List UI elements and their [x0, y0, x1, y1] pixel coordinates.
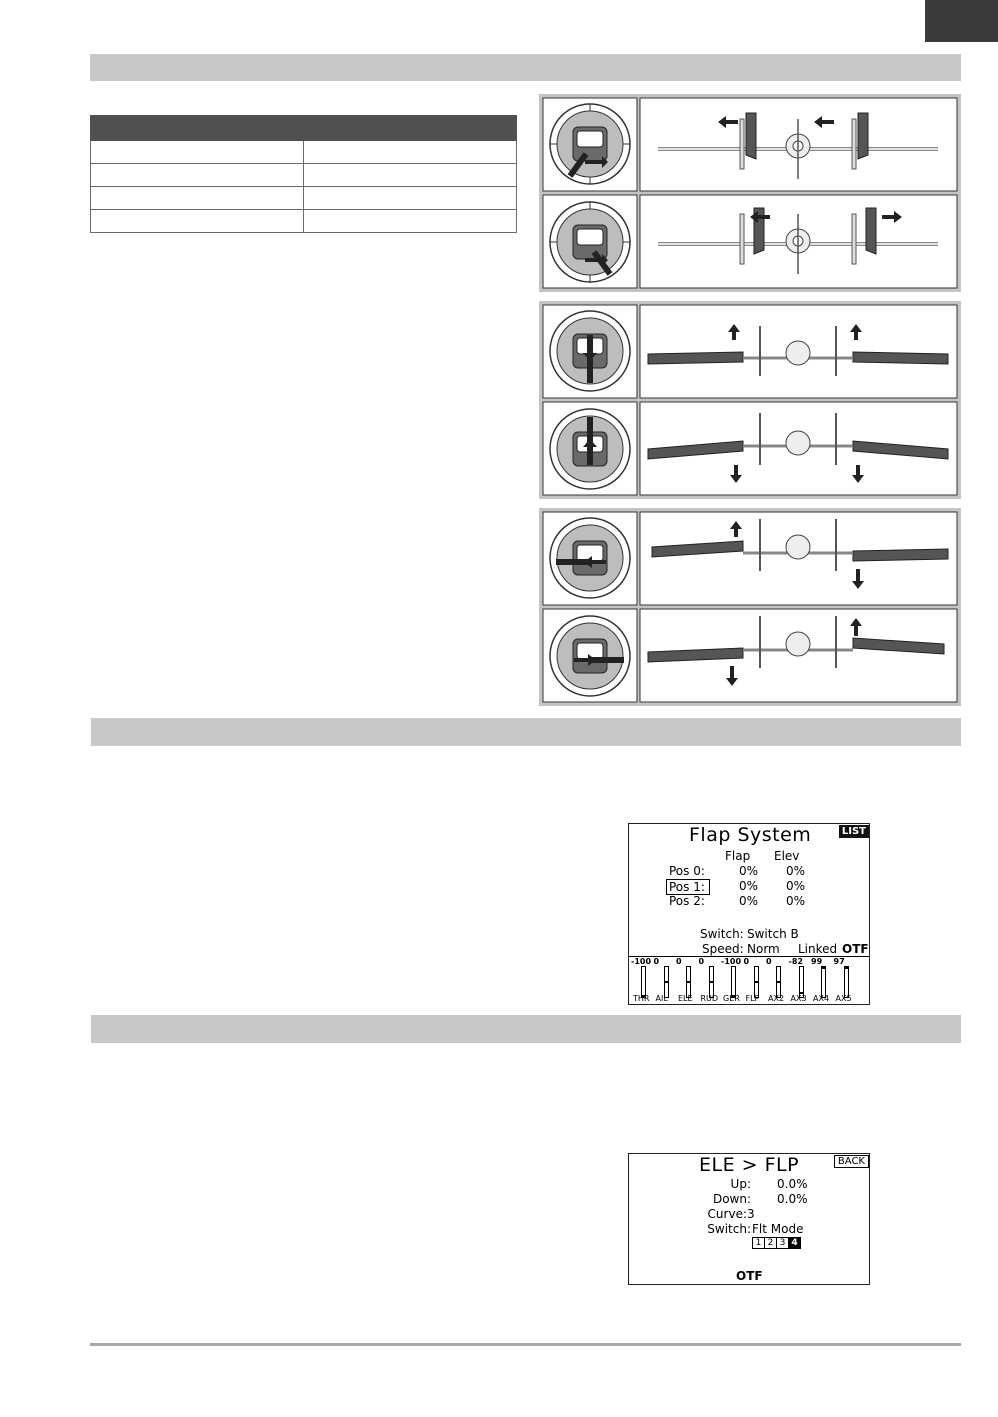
screen-title: ELE > FLP	[699, 1154, 800, 1176]
mode-3[interactable]: 3	[777, 1237, 789, 1249]
section-header-bar-3	[91, 1015, 961, 1043]
table-row	[91, 187, 517, 210]
footer-rule	[90, 1343, 961, 1346]
channel-value: 0	[743, 957, 750, 966]
aileron-figure	[539, 508, 961, 706]
row-pos1-elev[interactable]: 0%	[786, 879, 806, 893]
channel-value: -100	[721, 957, 742, 966]
section-header-bar-1	[90, 54, 961, 81]
channel-name: AX2	[768, 994, 785, 1003]
channel-value: 99	[811, 957, 823, 966]
channel-value: -100	[631, 957, 652, 966]
mode-2[interactable]: 2	[765, 1237, 777, 1249]
chapter-tab	[925, 0, 998, 42]
channel-value: -82	[788, 957, 803, 966]
ele-flp-screen	[628, 1153, 870, 1285]
flight-mode-selector	[752, 1237, 801, 1249]
section-header-bar-2	[91, 718, 961, 746]
mode-1[interactable]: 1	[752, 1237, 765, 1249]
channel-name: AX5	[835, 994, 852, 1003]
up-value[interactable]: 0.0%	[777, 1177, 808, 1191]
elevator-figure	[539, 301, 961, 499]
curve-label: Curve:	[707, 1207, 747, 1221]
down-label: Down:	[712, 1192, 751, 1206]
down-value[interactable]: 0.0%	[777, 1192, 808, 1206]
channel-level-mark	[777, 981, 780, 983]
list-button[interactable]: LIST	[839, 825, 869, 838]
row-pos2-label[interactable]: Pos 2:	[669, 894, 705, 908]
table-header-row	[91, 116, 517, 141]
row-pos0-elev[interactable]: 0%	[786, 864, 806, 878]
channel-name: ELE	[678, 994, 693, 1003]
otf-label: OTF	[842, 942, 869, 956]
row-pos0-label[interactable]: Pos 0:	[669, 864, 705, 878]
channel-value: 0	[676, 957, 682, 966]
screen-title: Flap System	[689, 824, 812, 846]
channel-level-mark	[845, 967, 848, 969]
channel-name: AX3	[790, 994, 807, 1003]
assignment-table	[90, 115, 517, 233]
channel-name: AX4	[813, 994, 830, 1003]
row-pos2-flap[interactable]: 0%	[739, 894, 759, 908]
linked-label: Linked	[798, 942, 838, 956]
otf-label: OTF	[736, 1269, 763, 1283]
col-elev: Elev	[774, 849, 800, 863]
switch-value[interactable]: Switch B	[747, 927, 799, 941]
channel-level-mark	[687, 981, 690, 983]
col-flap: Flap	[725, 849, 751, 863]
channel-value: 97	[833, 957, 845, 966]
channel-level-mark	[755, 981, 758, 983]
channel-name: FLP	[745, 994, 760, 1003]
speed-value[interactable]: Norm	[747, 942, 780, 956]
row-pos1-label[interactable]: Pos 1:	[666, 879, 710, 895]
row-pos0-flap[interactable]: 0%	[739, 864, 759, 878]
channel-name: THR	[633, 994, 650, 1003]
mode-4[interactable]: 4	[789, 1237, 801, 1249]
row-pos1-flap[interactable]: 0%	[739, 879, 759, 893]
channel-name: GER	[723, 994, 740, 1003]
up-label: Up:	[730, 1177, 751, 1191]
table-row	[91, 164, 517, 187]
channel-value: 0	[653, 957, 660, 966]
switch-value[interactable]: Flt Mode	[752, 1222, 804, 1236]
row-pos2-elev[interactable]: 0%	[786, 894, 806, 908]
flap-system-screen	[628, 823, 870, 1005]
channel-level-mark	[822, 967, 825, 969]
channel-level-mark	[710, 981, 713, 983]
back-button[interactable]: BACK	[834, 1155, 869, 1168]
switch-label: Switch:	[700, 927, 744, 941]
table-row	[91, 141, 517, 164]
switch-label: Switch:	[707, 1222, 751, 1236]
table-row	[91, 210, 517, 233]
rudder-figure	[539, 94, 961, 292]
channel-value: 0	[698, 957, 705, 966]
speed-label: Speed:	[702, 942, 744, 956]
channel-level-mark	[665, 981, 668, 983]
channel-name: RUD	[700, 994, 719, 1003]
channel-value: 0	[766, 957, 772, 966]
channel-name: AIL	[655, 994, 668, 1003]
curve-value[interactable]: 3	[747, 1207, 755, 1221]
